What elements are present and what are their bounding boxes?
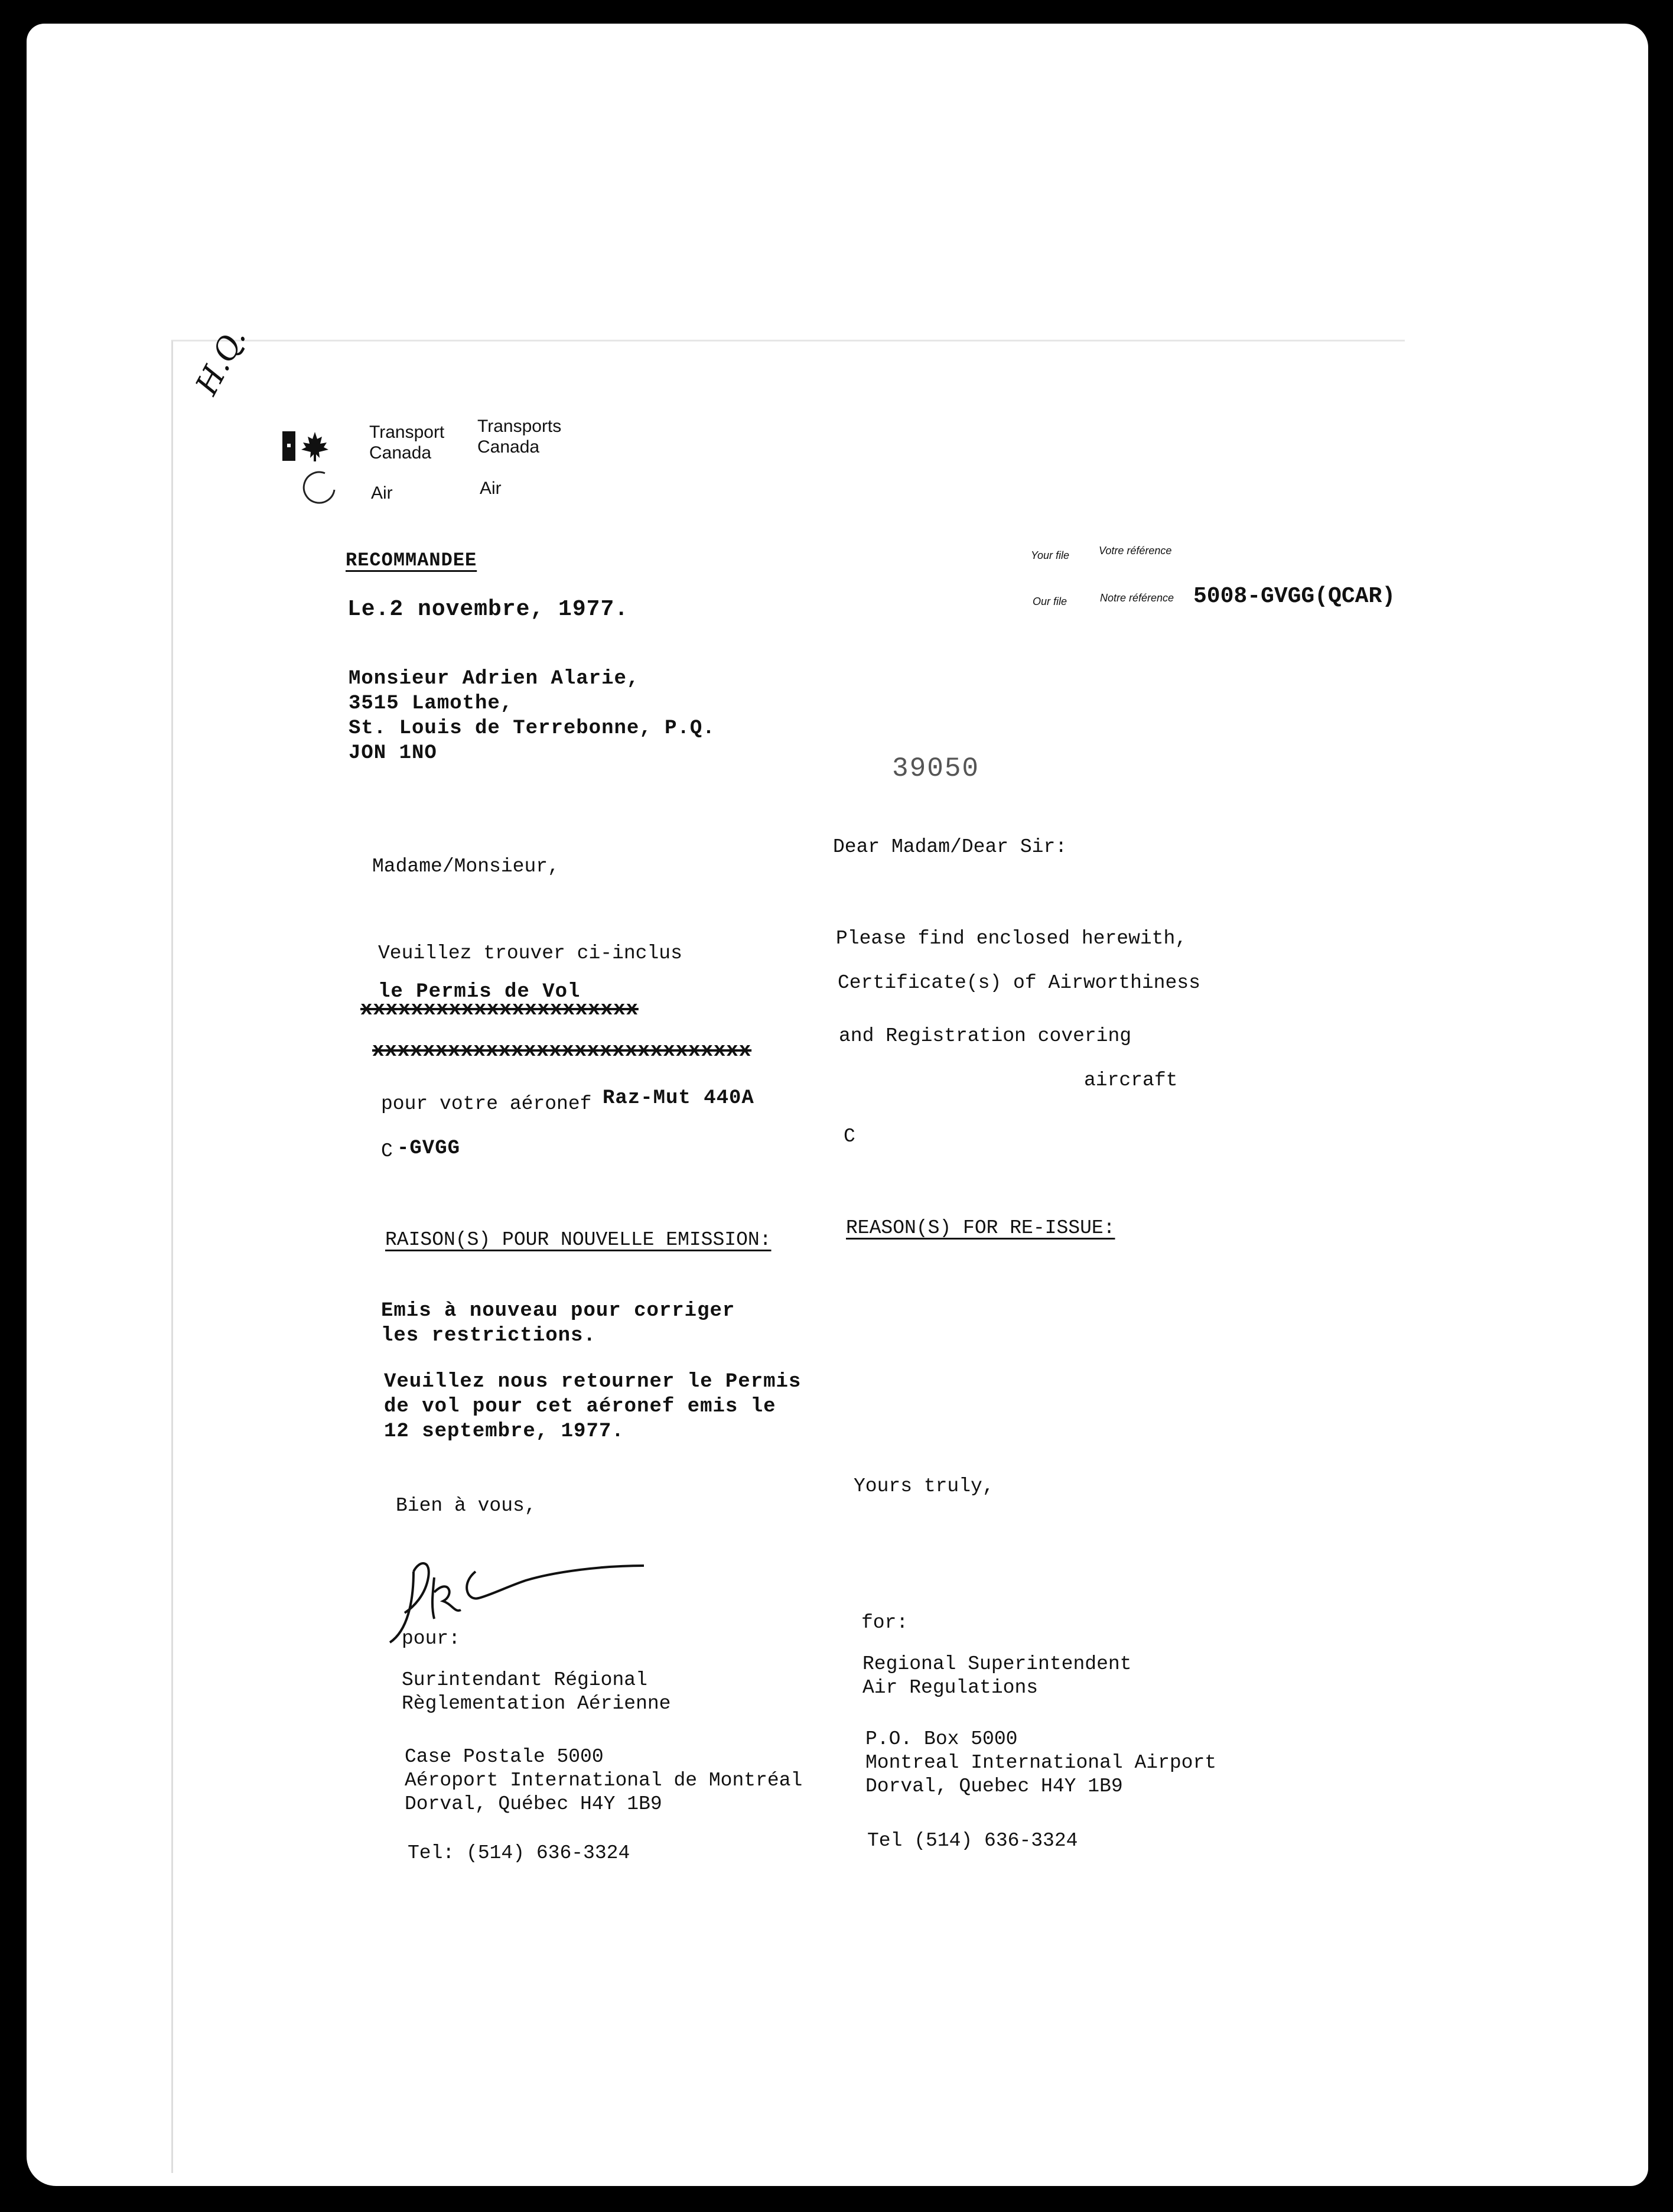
reason1-line1: Emis à nouveau pour corriger [381,1300,735,1322]
letterhead-en-line1: Transport [369,422,445,442]
pour-fr: pour: [402,1628,461,1650]
address-line2-fr: Aéroport International de Montréal [405,1769,803,1791]
permit-name-fr: le Permis de Vol [378,981,581,1003]
your-file-label-fr: Votre référence [1099,545,1172,557]
aircraft-label-fr: pour votre aéronef [381,1093,592,1115]
recipient-line3: St. Louis de Terrebonne, P.Q. [349,717,715,740]
for-en: for: [861,1612,909,1634]
registration-line-en: and Registration covering [839,1025,1132,1047]
closing-fr: Bien à vous, [396,1495,536,1517]
reason-heading-en: REASON(S) FOR RE-ISSUE: [846,1217,1115,1239]
salutation-fr: Madame/Monsieur, [372,855,559,877]
address-line1-en: P.O. Box 5000 [865,1728,1018,1750]
stamp-number: 39050 [892,753,980,784]
letter-date: Le.2 novembre, 1977. [347,597,629,622]
registration-prefix-en: C [844,1125,855,1147]
registered-mark: RECOMMANDEE [346,549,477,571]
address-line2-en: Montreal International Airport [865,1752,1217,1774]
signatory-title1-en: Regional Superintendent [862,1653,1132,1675]
letterhead-fr-line2: Canada [477,437,540,457]
letterhead-fr-division: Air [480,479,502,498]
our-file-label: Our file [1033,596,1067,607]
registration-prefix-fr: C [381,1140,393,1162]
salutation-en: Dear Madam/Dear Sir: [833,836,1067,858]
letterhead-fr-line1: Transports [477,417,562,436]
recipient-line1: Monsieur Adrien Alarie, [349,668,640,690]
our-file-label-fr: Notre référence [1100,592,1174,604]
registration-mark: -GVGG [397,1137,461,1160]
signatory-title2-fr: Règlementation Aérienne [402,1693,671,1715]
recipient-line4: JON 1NO [349,742,437,765]
certificate-line-en: Certificate(s) of Airworthiness [838,972,1200,994]
aircraft-label-en: aircraft [1084,1069,1178,1091]
canada-flag-icon [282,428,336,464]
struck-text-line1: xxxxxxxxxxxxxxxxxxxxxx [360,998,639,1021]
your-file-label: Your file [1031,549,1070,561]
letterhead-en-line2: Canada [369,443,432,463]
intro-en: Please find enclosed herewith, [836,928,1187,949]
reason2-line1: Veuillez nous retourner le Permis [384,1371,802,1393]
recipient-line2: 3515 Lamothe, [349,692,513,715]
signatory-title2-en: Air Regulations [862,1677,1039,1699]
seal-mark-icon [300,470,338,505]
reason1-line2: les restrictions. [381,1325,596,1347]
letterhead-en-division: Air [371,483,393,503]
intro-fr: Veuillez trouver ci-inclus [378,942,682,964]
address-line3-en: Dorval, Quebec H4Y 1B9 [865,1775,1123,1797]
address-line3-fr: Dorval, Québec H4Y 1B9 [405,1793,662,1815]
handwritten-note: H.Q. [189,322,253,401]
signatory-title1-fr: Surintendant Régional [402,1669,647,1691]
struck-text-line2: xxxxxxxxxxxxxxxxxxxxxxxxxxxxxx [372,1040,752,1062]
telephone-fr: Tel: (514) 636-3324 [408,1842,630,1864]
our-file-number: 5008-GVGG(QCAR) [1193,584,1396,609]
telephone-en: Tel (514) 636-3324 [867,1830,1078,1852]
reason2-line3: 12 septembre, 1977. [384,1420,624,1443]
address-line1-fr: Case Postale 5000 [405,1746,604,1768]
reason2-line2: de vol pour cet aéronef emis le [384,1395,776,1418]
reason-heading-fr: RAISON(S) POUR NOUVELLE EMISSION: [385,1229,772,1251]
closing-en: Yours truly, [854,1475,994,1497]
aircraft-type: Raz-Mut 440A [603,1087,754,1110]
